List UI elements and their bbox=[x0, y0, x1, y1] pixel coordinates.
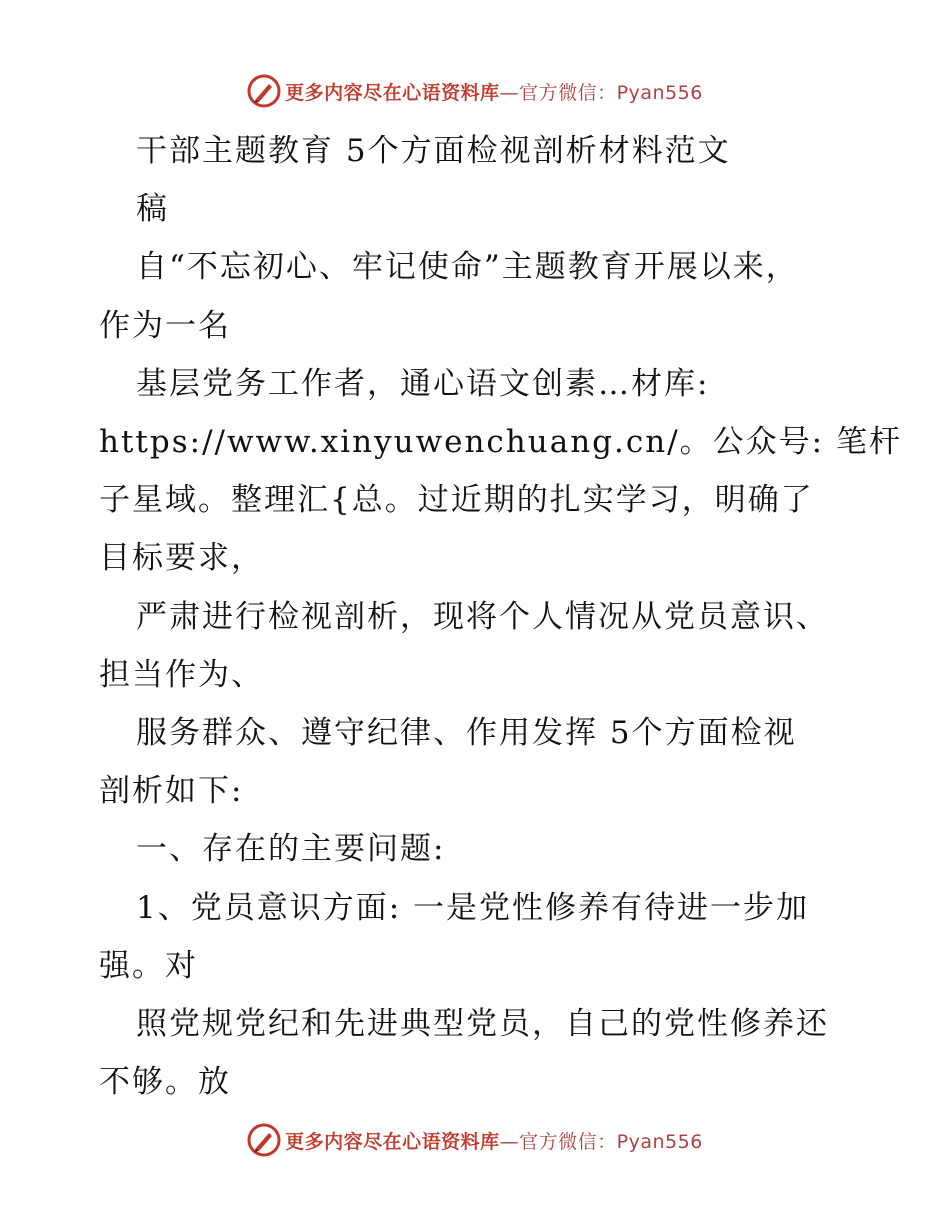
paragraph-line: 1、党员意识方面: 一是党性修养有待进一步加 bbox=[136, 889, 810, 926]
banner-dash: — bbox=[499, 81, 520, 104]
paragraph-line: 服务群众、遵守纪律、作用发挥 5个方面检视 bbox=[136, 715, 797, 752]
paragraph-line: 剖析如下: bbox=[99, 773, 244, 810]
banner-official-text: 官方微信：Pyan556 bbox=[519, 1130, 703, 1153]
paragraph-line: 自“不忘初心、牢记使命”主题教育开展以来， bbox=[136, 249, 799, 286]
paragraph-line: 子星域。整理汇{总。过近期的扎实学习，明确了 bbox=[99, 482, 814, 519]
paragraph-line: https://www.xinyuwenchuang.cn/。公众号: 笔杆 bbox=[99, 424, 902, 461]
header-watermark-banner bbox=[0, 71, 950, 111]
banner-dash: — bbox=[499, 1130, 520, 1153]
paragraph-line: 照党规党纪和先进典型党员，自己的党性修养还 bbox=[136, 1006, 829, 1043]
pen-logo-icon bbox=[247, 74, 281, 108]
banner-official-text: 官方微信：Pyan556 bbox=[519, 81, 703, 104]
doc-title-line: 稿 bbox=[136, 191, 169, 228]
document-body bbox=[99, 122, 902, 1111]
footer-watermark-banner bbox=[0, 1120, 950, 1160]
paragraph-line: 强。对 bbox=[99, 947, 198, 984]
paragraph-line: 作为一名 bbox=[99, 307, 231, 344]
paragraph-line: 担当作为、 bbox=[99, 656, 264, 693]
banner-site-text: 更多内容尽在心语资料库 bbox=[285, 81, 500, 104]
paragraph-line: 目标要求， bbox=[99, 540, 264, 577]
pen-logo-icon bbox=[247, 1123, 281, 1157]
section-heading: 一、存在的主要问题: bbox=[136, 831, 446, 868]
paragraph-line: 基层党务工作者，通心语文创素…材库: bbox=[136, 365, 710, 402]
paragraph-line: 不够。放 bbox=[99, 1064, 231, 1101]
banner-site-text: 更多内容尽在心语资料库 bbox=[285, 1130, 500, 1153]
paragraph-line: 严肃进行检视剖析，现将个人情况从党员意识、 bbox=[136, 598, 829, 635]
doc-title-line: 干部主题教育 5个方面检视剖析材料范文 bbox=[136, 133, 731, 169]
